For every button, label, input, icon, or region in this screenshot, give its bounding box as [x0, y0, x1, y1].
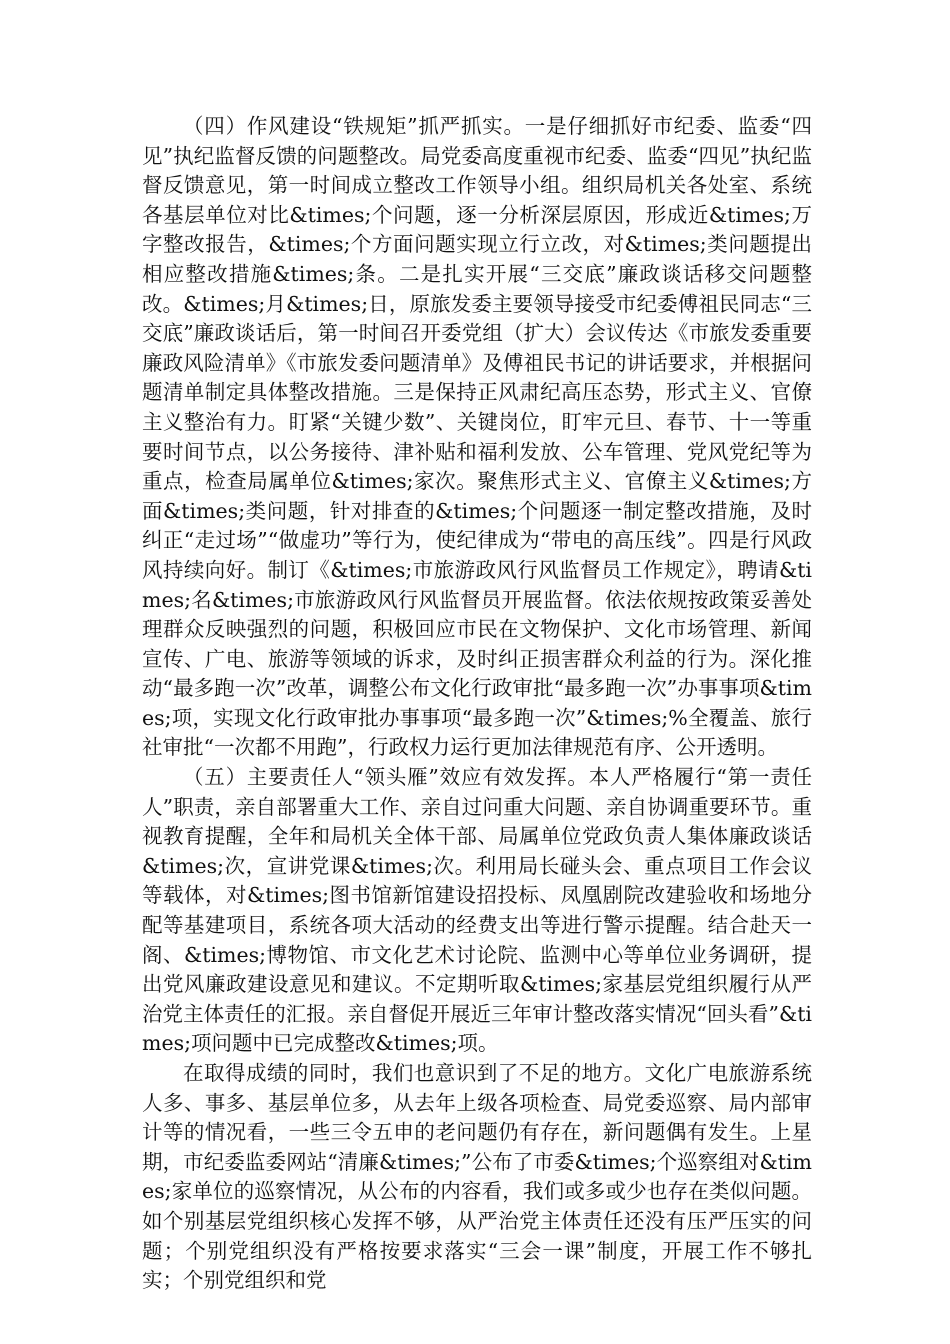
paragraph-shortcomings: 在取得成绩的同时，我们也意识到了不足的地方。文化广电旅游系统人多、事多、基层单位多，从去年上级各项检查、局党委巡察、局内部审计等的情况看，一些三令五申的老问题仍有存在，新问题偶有发生。上星期，市纪委监委网站“清廉&times;”公布了市委&times;个巡察组对&times;家单位的巡察情况，从公布的内容看，我们或多或少也存在类似问题。如个别基层党组织核心发挥不够，从严治党主体责任还没有压严压实的问题；个别党组织没有严格按要求落实“三会一课”制度，开展工作不够扎实；个别党组织和党 [142, 1061, 812, 1293]
paragraph-section-five: （五）主要责任人“领头雁”效应有效发挥。本人严格履行“第一责任人”职责，亲自部署重大工作、亲自过问重大问题、亲自协调重要环节。重视教育提醒，全年和局机关全体干部、局属单位党政负责人集体廉政谈话&times;次，宣讲党课&times;次。利用局长碰头会、重点项目工作会议等载体，对&times;图书馆新馆建设招投标、凤凰剧院改建验收和场地分配等基建项目，系统各项大活动的经费支出等进行警示提醒。结合赴天一阁、&times;博物馆、市文化艺术讨论院、监测中心等单位业务调研，提出党风廉政建设意见和建议。不定期听取&times;家基层党组织履行从严治党主体责任的汇报。亲自督促开展近三年审计整改落实情况“回头看”&times;项问题中已完成整改&times;项。 [142, 765, 812, 1056]
paragraph-section-four: （四）作风建设“铁规矩”抓严抓实。一是仔细抓好市纪委、监委“四见”执纪监督反馈的问题整改。局党委高度重视市纪委、监委“四见”执纪监督反馈意见，第一时间成立整改工作领导小组。组织局机关各处室、系统各基层单位对比&times;个问题，逐一分析深层原因，形成近&times;万字整改报告，&times;个方面问题实现立行立改，对&times;类问题提出相应整改措施&times;条。二是扎实开展“三交底”廉政谈话移交问题整改。&times;月&times;日，原旅发委主要领导接受市纪委傅祖民同志“三交底”廉政谈话后，第一时间召开委党组（扩大）会议传达《市旅发委重要廉政风险清单》《市旅发委问题清单》及傅祖民书记的讲话要求，并根据问题清单制定具体整改措施。三是保持正风肃纪高压态势，形式主义、官僚主义整治有力。盯紧“关键少数”、关键岗位，盯牢元旦、春节、十一等重要时间节点，以公务接待、津补贴和福利发放、公车管理、党风党纪等为重点，检查局属单位&times;家次。聚焦形式主义、官僚主义&times;方面&times;类问题，针对排查的&times;个问题逐一制定整改措施，及时纠正“走过场”“做虚功”等行为，使纪律成为“带电的高压线”。四是行风政风持续向好。制订《&times;市旅游政风行风监督员工作规定》，聘请&times;名&times;市旅游政风行风监督员开展监督。依法依规按政策妥善处理群众反映强烈的问题，积极回应市民在文物保护、文化市场管理、新闻宣传、广电、旅游等领域的诉求，及时纠正损害群众利益的行为。深化推动“最多跑一次”改革，调整公布文化行政审批“最多跑一次”办事事项&times;项，实现文化行政审批办事事项“最多跑一次”&times;%全覆盖、旅行社审批“一次都不用跑”，行政权力运行更加法律规范有序、公开透明。 [142, 114, 812, 760]
document-body [142, 112, 812, 1296]
